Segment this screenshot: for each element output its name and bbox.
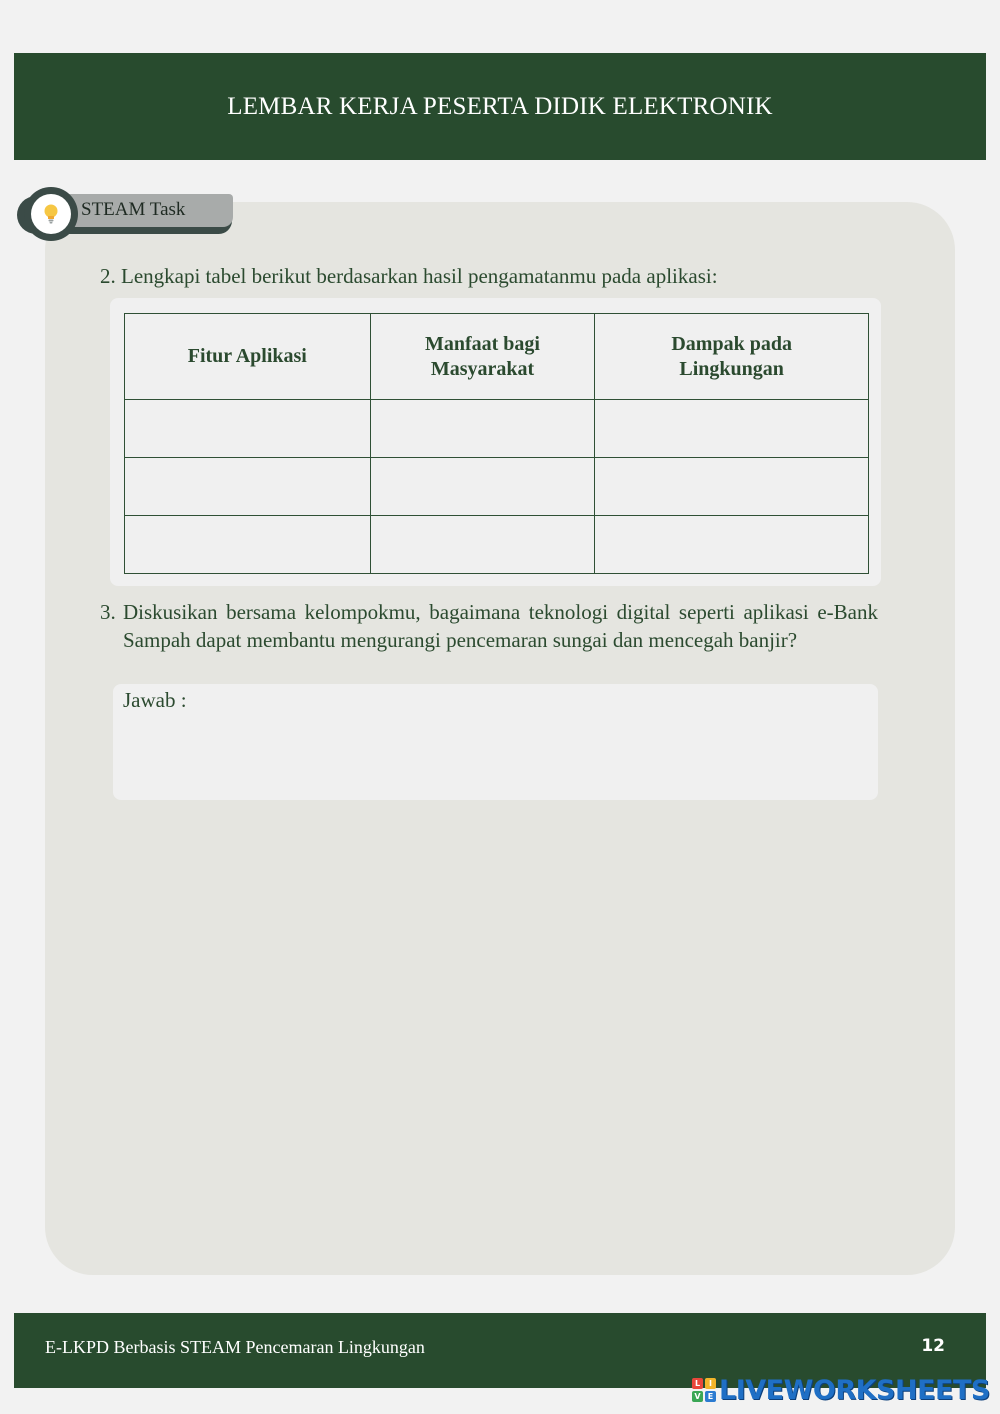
table-cell-input[interactable] [125, 458, 371, 516]
table-cell-input[interactable] [595, 400, 869, 458]
header-manfaat: Manfaat bagi Masyarakat [370, 314, 595, 400]
liveworksheets-logo [692, 1374, 990, 1406]
lightbulb-icon [42, 203, 60, 225]
steam-task-tag [15, 186, 230, 246]
table-cell-input[interactable] [595, 516, 869, 574]
header-dampak: Dampak pada Lingkungan [595, 314, 869, 400]
table-header-row [125, 314, 869, 400]
header-title: LEMBAR KERJA PESERTA DIDIK ELEKTRONIK [227, 92, 773, 120]
page-number: 12 [921, 1336, 945, 1356]
tag-icon-circle [24, 187, 78, 241]
table-cell-input[interactable] [595, 458, 869, 516]
question-3 [100, 598, 878, 654]
observation-table-container [110, 298, 881, 586]
table-cell-input[interactable] [125, 516, 371, 574]
answer-label: Jawab : [123, 688, 187, 712]
question-3-number: 3. [100, 600, 116, 624]
header-fitur-aplikasi: Fitur Aplikasi [125, 314, 371, 400]
observation-table [124, 313, 869, 574]
table-cell-input[interactable] [370, 400, 595, 458]
liveworksheets-grid-icon: L I V E [692, 1378, 716, 1402]
table-cell-input[interactable] [370, 458, 595, 516]
question-3-text: Diskusikan bersama kelompokmu, bagaimana teknologi digital seperti aplikasi e-Bank Sampah dapat membantu mengurangi pencemaran sungai dan mencegah banjir? [123, 600, 878, 652]
question-2-text: 2. Lengkapi tabel berikut berdasarkan hasil pengamatanmu pada aplikasi: [100, 264, 718, 288]
answer-box [113, 684, 878, 800]
table-row [125, 516, 869, 574]
table-row [125, 458, 869, 516]
page-header [14, 53, 986, 160]
liveworksheets-text: LIVEWORKSHEETS [719, 1374, 990, 1406]
table-row [125, 400, 869, 458]
footer-text: E-LKPD Berbasis STEAM Pencemaran Lingkungan [45, 1337, 425, 1357]
tag-label: STEAM Task [81, 199, 186, 220]
table-cell-input[interactable] [370, 516, 595, 574]
table-cell-input[interactable] [125, 400, 371, 458]
answer-input[interactable] [123, 720, 867, 794]
